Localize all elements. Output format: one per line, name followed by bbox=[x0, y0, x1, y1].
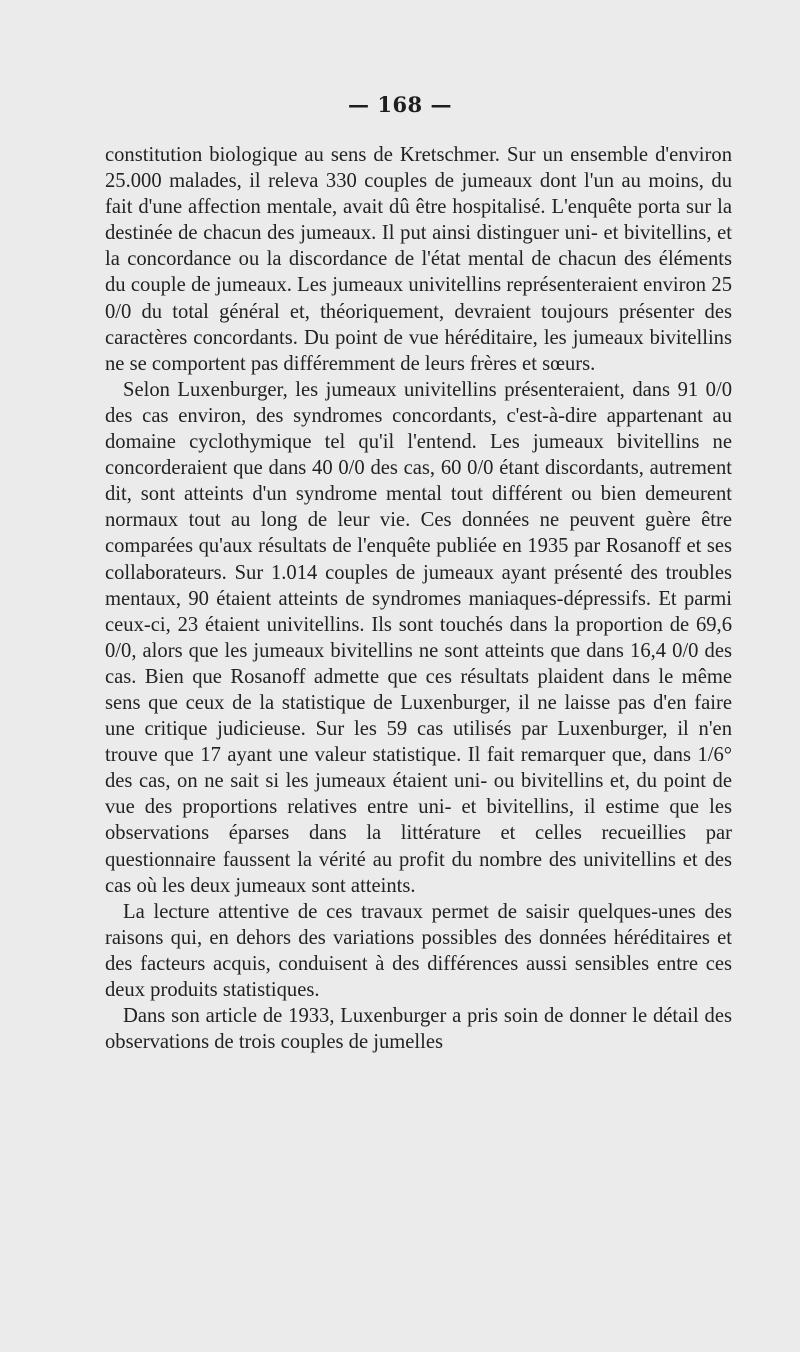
page-number: — 168 — bbox=[348, 92, 452, 117]
paragraph-2: Selon Luxenburger, les jumeaux univitellins présenteraient, dans 91 0/0 des cas environ, des syndromes concordants, c'est-à-dire appartenant au domaine cyclothymique tel qu'il l'entend. Les jumeaux bivitellins ne concorderaient que dans 40 0/0 des cas, 60 0/0 étant discordants, autrement dit, sont atteints d'un syndrome mental tout différent ou bien demeurent normaux tout au long de leur vie. Ces données ne peuvent guère être comparées qu'aux résultats de l'enquête publiée en 1935 par Rosanoff et ses collaborateurs. Sur 1.014 couples de jumeaux ayant présenté des troubles mentaux, 90 étaient atteints de syndromes maniaques-dépressifs. Et parmi ceux-ci, 23 étaient univitellins. Ils sont touchés dans la proportion de 69,6 0/0, alors que les jumeaux bivitellins ne sont atteints que dans 16,4 0/0 des cas. Bien que Rosanoff admette que ces résultats plaident dans le même sens que ceux de la statistique de Luxenburger, il ne laisse pas d'en faire une critique judicieuse. Sur les 59 cas utilisés par Luxenburger, il n'en trouve que 17 ayant une valeur statistique. Il fait remarquer que, dans 1/6° des cas, on ne sait si les jumeaux étaient uni- ou bivitellins et, du point de vue des proportions relatives entre uni- et bivitellins, il estime que les observations éparses dans la littérature et celles recueillies par questionnaire faussent la vérité au profit du nombre des univitellins et des cas où les deux jumeaux sont atteints. bbox=[105, 378, 732, 897]
paragraph-3: La lecture attentive de ces travaux permet de saisir quelques-unes des raisons qui, en dehors des variations possibles des données héréditaires et des facteurs acquis, conduisent à des différences aussi sensibles entre ces deux produits statistiques. bbox=[105, 900, 732, 1001]
body-text bbox=[105, 142, 732, 1055]
paragraph-4: Dans son article de 1933, Luxenburger a pris soin de donner le détail des observations de trois couples de jumelles bbox=[105, 1005, 732, 1054]
paragraph-1: constitution biologique au sens de Kretschmer. Sur un ensemble d'environ 25.000 malades, il releva 330 couples de jumeaux dont l'un au moins, du fait d'une affection mentale, avait dû être hospitalisé. L'enquête porta sur la destinée de chacun des jumeaux. Il put ainsi distinguer uni- et bivitellins, et la concordance ou la discordance de l'état mental de chacun des éléments du couple de jumeaux. Les jumeaux univitellins représenteraient environ 25 0/0 du total général et, théoriquement, devraient toujours présenter des caractères concordants. Du point de vue héréditaire, les jumeaux bivitellins ne se comportent pas différemment de leurs frères et sœurs. bbox=[105, 144, 732, 375]
